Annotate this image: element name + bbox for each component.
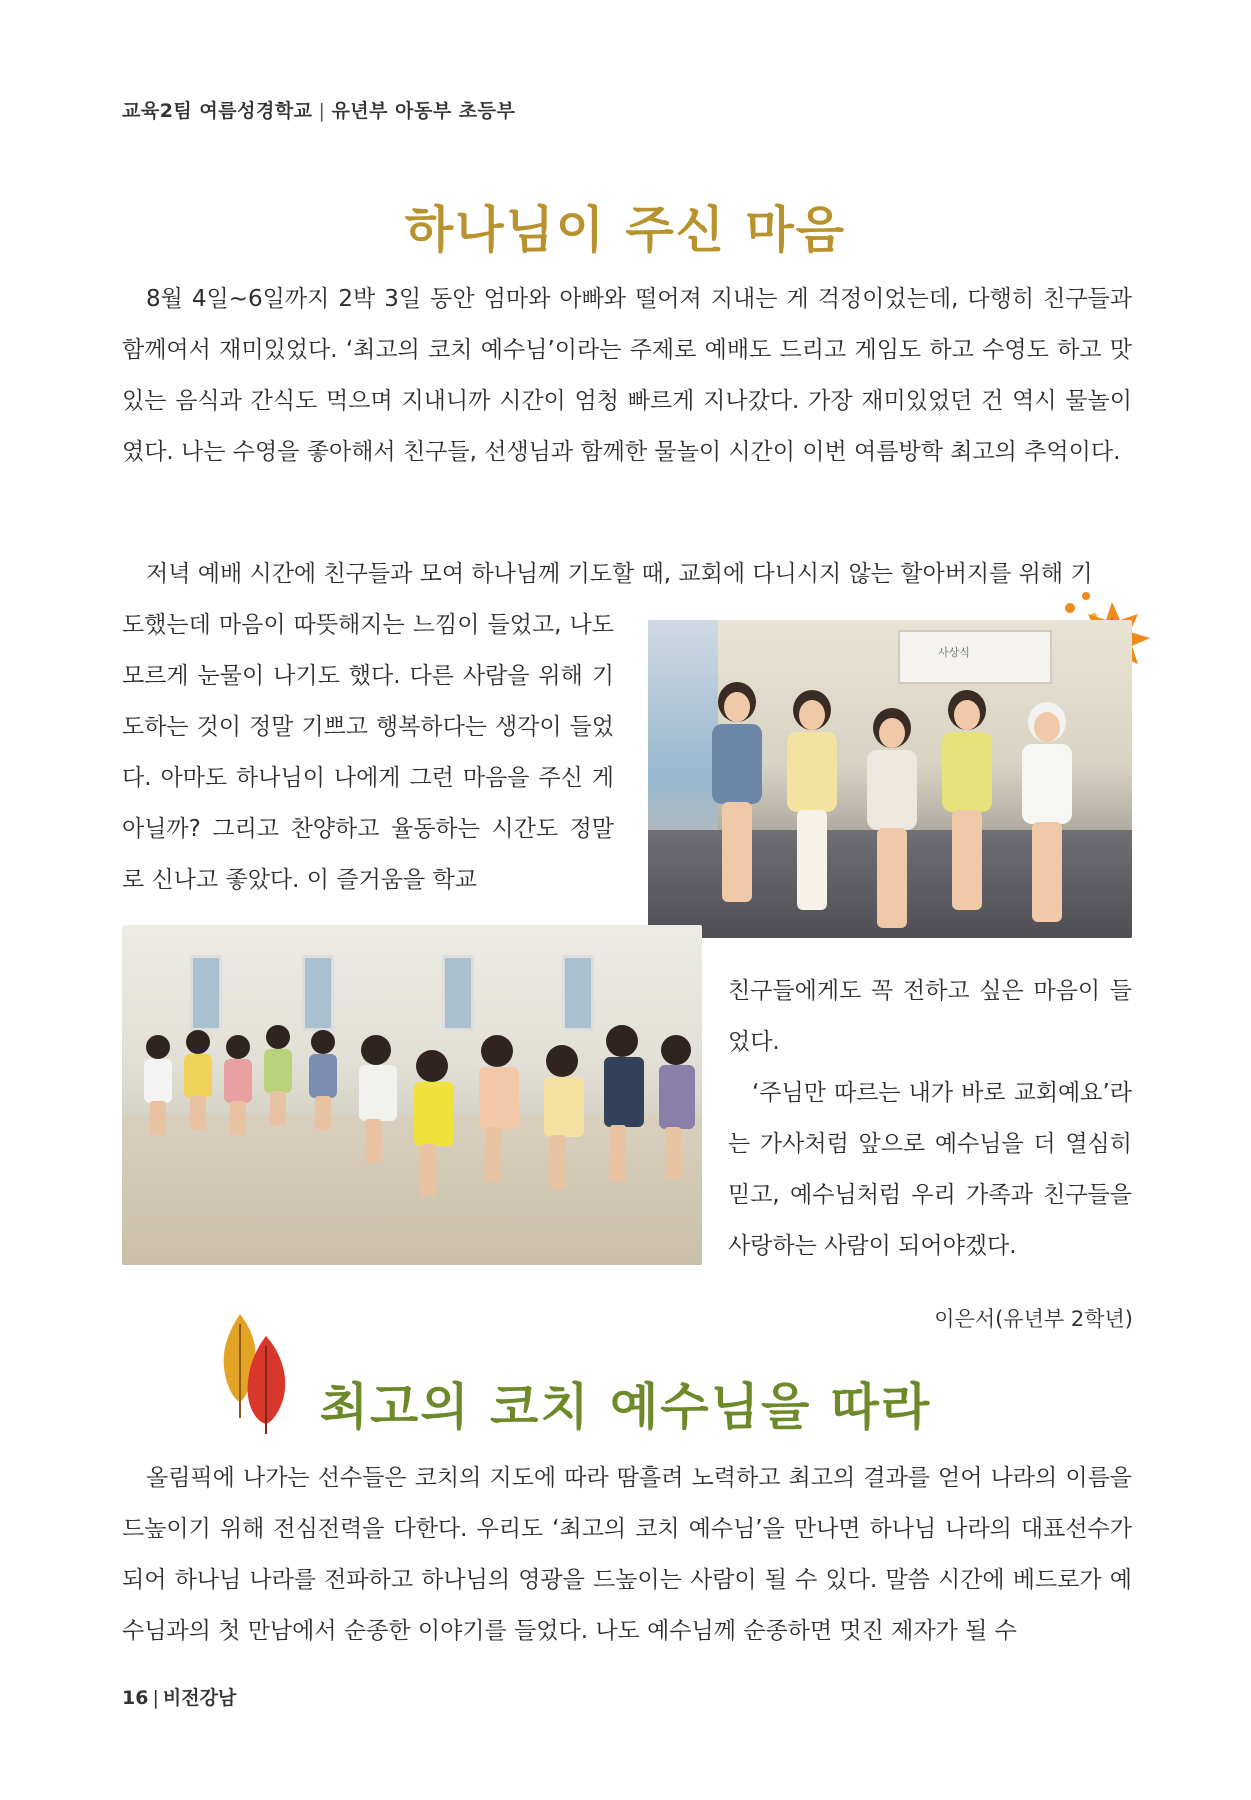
- page-number: 16: [122, 1687, 149, 1709]
- article-2-paragraph-1: 올림픽에 나가는 선수들은 코치의 지도에 따라 땀흘려 노력하고 최고의 결과를 얻어 나라의 이름을 드높이기 위해 전심전력을 다한다. 우리도 ‘최고의 코치 예수님’을 만나면 하나님 나라의 대표선수가 되어 하나님 나라를 전파하고 하나님의 영광을 드높이는 사람이 될 수 있다. 말씀 시간에 베드로가 예수님과의 첫 만남에서 순종한 이야기를 들었다. 나도 예수님께 순종하면 멋진 제자가 될 수: [122, 1465, 1132, 1644]
- article-1-paragraph-2-right: 친구들에게도 꼭 전하고 싶은 마음이 들었다.: [728, 978, 1132, 1055]
- article-1-paragraph-1: 8월 4일~6일까지 2박 3일 동안 엄마와 아빠와 떨어져 지내는 게 걱정이었는데, 다행히 친구들과 함께여서 재미있었다. ‘최고의 코치 예수님’이라는 주제로 예배도 드리고 게임도 하고 수영도 하고 맛있는 음식과 간식도 먹으며 지내니까 시간이 엄청 빠르게 지나갔다. 가장 재미있었던 건 역시 물놀이였다. 나는 수영을 좋아해서 친구들, 선생님과 함께한 물놀이 시간이 이번 여름방학 최고의 추억이다.: [122, 286, 1132, 465]
- article-1-paragraph-2-first-line: 저녁 예배 시간에 친구들과 모여 하나님께 기도할 때, 교회에 다니시지 않는 할아버지를 위해 기: [146, 561, 1093, 587]
- article-1-author-credit: 이은서(유년부 2학년): [934, 1307, 1133, 1331]
- footer: [122, 1683, 236, 1710]
- magazine-name: 비전강남: [162, 1687, 237, 1709]
- photo-screen-text: 사상식: [938, 646, 970, 659]
- header-team: 교육2팀 여름성경학교: [122, 100, 313, 122]
- worship-dance-photo: [122, 925, 702, 1265]
- article-1-paragraph-3: ‘주님만 따르는 내가 바로 교회예요’라는 가사처럼 앞으로 예수님을 더 열심히 믿고, 예수님처럼 우리 가족과 친구들을 사랑하는 사람이 되어야겠다.: [728, 1080, 1132, 1259]
- header-line: [122, 96, 515, 123]
- header-separator: |: [318, 100, 326, 122]
- footer-separator: |: [152, 1687, 159, 1709]
- article-1-title: 하나님이 주신 마음: [404, 201, 847, 259]
- article-2-title: 최고의 코치 예수님을 따라: [319, 1378, 932, 1436]
- header-departments: 유년부 아동부 초등부: [331, 100, 516, 122]
- article-1-paragraph-2-left: 도했는데 마음이 따뜻해지는 느낌이 들었고, 나도 모르게 눈물이 나기도 했다. 다른 사람을 위해 기도하는 것이 정말 기쁘고 행복하다는 생각이 들었다. 아마도 하나님이 나에게 그런 마음을 주신 게 아닐까? 그리고 찬양하고 율동하는 시간도 정말로 신나고 좋았다. 이 즐거움을 학교: [122, 612, 614, 893]
- stage-photo: [648, 620, 1132, 938]
